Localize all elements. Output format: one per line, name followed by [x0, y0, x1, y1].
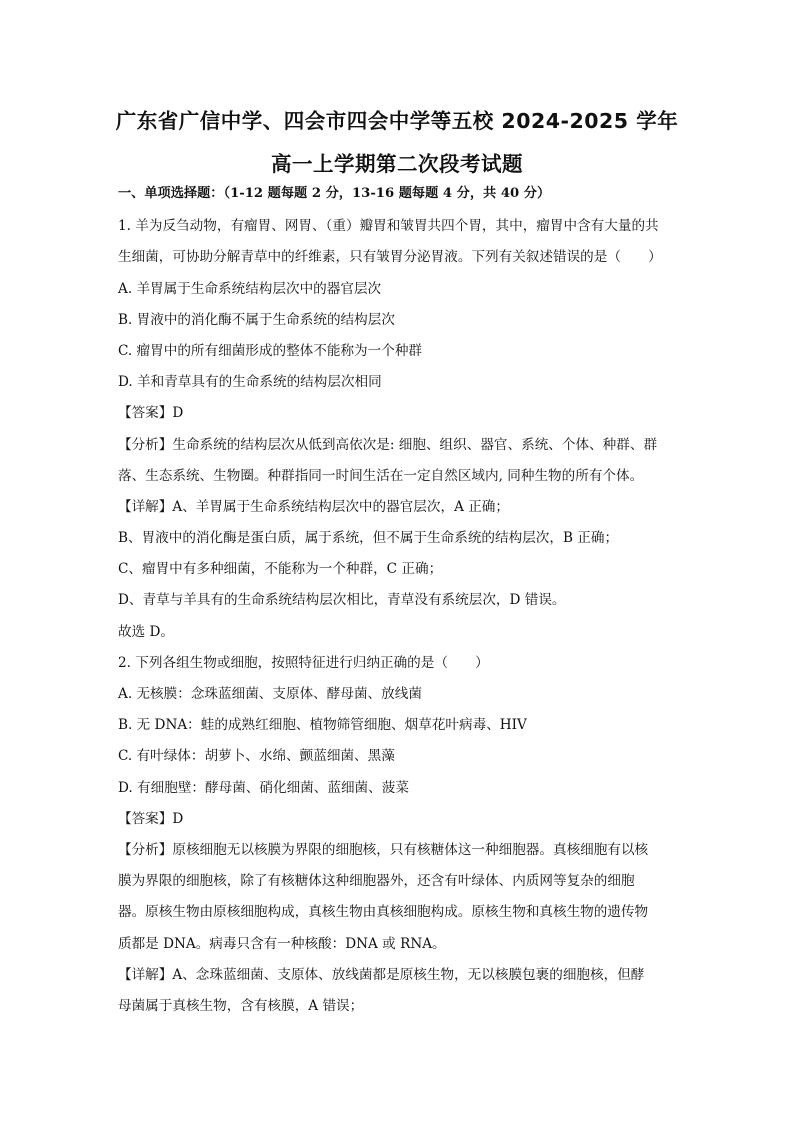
question-1-stem-line-1: 1. 羊为反刍动物，有瘤胃、网胃、（重）瓣胃和皱胃共四个胃，其中，瘤胃中含有大量的共: [118, 218, 659, 234]
question-1-conclusion: 故选 D。: [118, 624, 175, 640]
question-1-option-a: A. 羊胃属于生命系统结构层次中的器官层次: [118, 281, 382, 297]
question-2-analysis-line-3: 器。原核生物由原核细胞构成，真核生物由真核细胞构成。原核生物和真核生物的遗传物: [118, 904, 649, 920]
document-title-line-2: 高一上学期第二次段考试题: [271, 152, 523, 176]
question-1-detail-line-2: B、胃液中的消化酶是蛋白质，属于系统，但不属于生命系统的结构层次，B 正确；: [118, 530, 619, 546]
question-1-detail-line-4: D、青草与羊具有的生命系统结构层次相比，青草没有系统层次，D 错误。: [118, 592, 566, 608]
question-1-option-c: C. 瘤胃中的所有细菌形成的整体不能称为一个种群: [118, 343, 423, 359]
question-2-analysis-line-4: 质都是 DNA。病毒只含有一种核酸：DNA 或 RNA。: [118, 936, 446, 952]
question-1-detail-line-3: C、瘤胃中有多种细菌，不能称为一个种群，C 正确；: [118, 561, 443, 577]
question-1-analysis-line-2: 落、生态系统、生物圈。种群指同一时间生活在一定自然区域内, 同种生物的所有个体。: [118, 468, 644, 484]
question-2-detail-line-1: 【详解】A、念珠蓝细菌、支原体、放线菌都是原核生物，无以核膜包裹的细胞核，但酵: [118, 967, 645, 983]
question-1-answer: 【答案】D: [118, 405, 184, 421]
question-1-analysis-line-1: 【分析】生命系统的结构层次从低到高依次是: 细胞、组织、器官、系统、个体、种群、群: [118, 437, 658, 453]
question-2-option-b: B. 无 DNA：蛙的成熟红细胞、植物筛管细胞、烟草花叶病毒、HIV: [118, 717, 527, 733]
question-2-analysis-line-1: 【分析】原核细胞无以核膜为界限的细胞核，只有核糖体这一种细胞器。真核细胞有以核: [118, 842, 649, 858]
question-1-option-b: B. 胃液中的消化酶不属于生命系统的结构层次: [118, 312, 395, 328]
question-1-stem-line-2: 生细菌，可协助分解青草中的纤维素，只有皱胃分泌胃液。下列有关叙述错误的是（ ）: [118, 249, 662, 265]
question-2-option-a: A. 无核膜：念珠蓝细菌、支原体、酵母菌、放线菌: [118, 686, 422, 702]
document-title-line-1: 广东省广信中学、四会市四会中学等五校 2024-2025 学年: [115, 109, 679, 133]
question-1-option-d: D. 羊和青草具有的生命系统的结构层次相同: [118, 374, 382, 390]
section-heading: 一、单项选择题：（1-12 题每题 2 分，13-16 题每题 4 分，共 40 分）: [118, 186, 551, 201]
question-2-detail-line-2: 母菌属于真核生物，含有核膜，A 错误；: [118, 998, 364, 1014]
question-2-stem: 2. 下列各组生物或细胞，按照特征进行归纳正确的是（ ）: [118, 655, 489, 671]
question-2-answer: 【答案】D: [118, 811, 184, 827]
question-1-detail-line-1: 【详解】A、羊胃属于生命系统结构层次中的器官层次，A 正确；: [118, 499, 509, 515]
question-2-option-d: D. 有细胞壁：酵母菌、硝化细菌、蓝细菌、菠菜: [118, 780, 409, 796]
question-2-option-c: C. 有叶绿体：胡萝卜、水绵、颤蓝细菌、黑藻: [118, 748, 395, 764]
question-2-analysis-line-2: 膜为界限的细胞核，除了有核糖体这种细胞器外，还含有叶绿体、内质网等复杂的细胞: [118, 873, 635, 889]
